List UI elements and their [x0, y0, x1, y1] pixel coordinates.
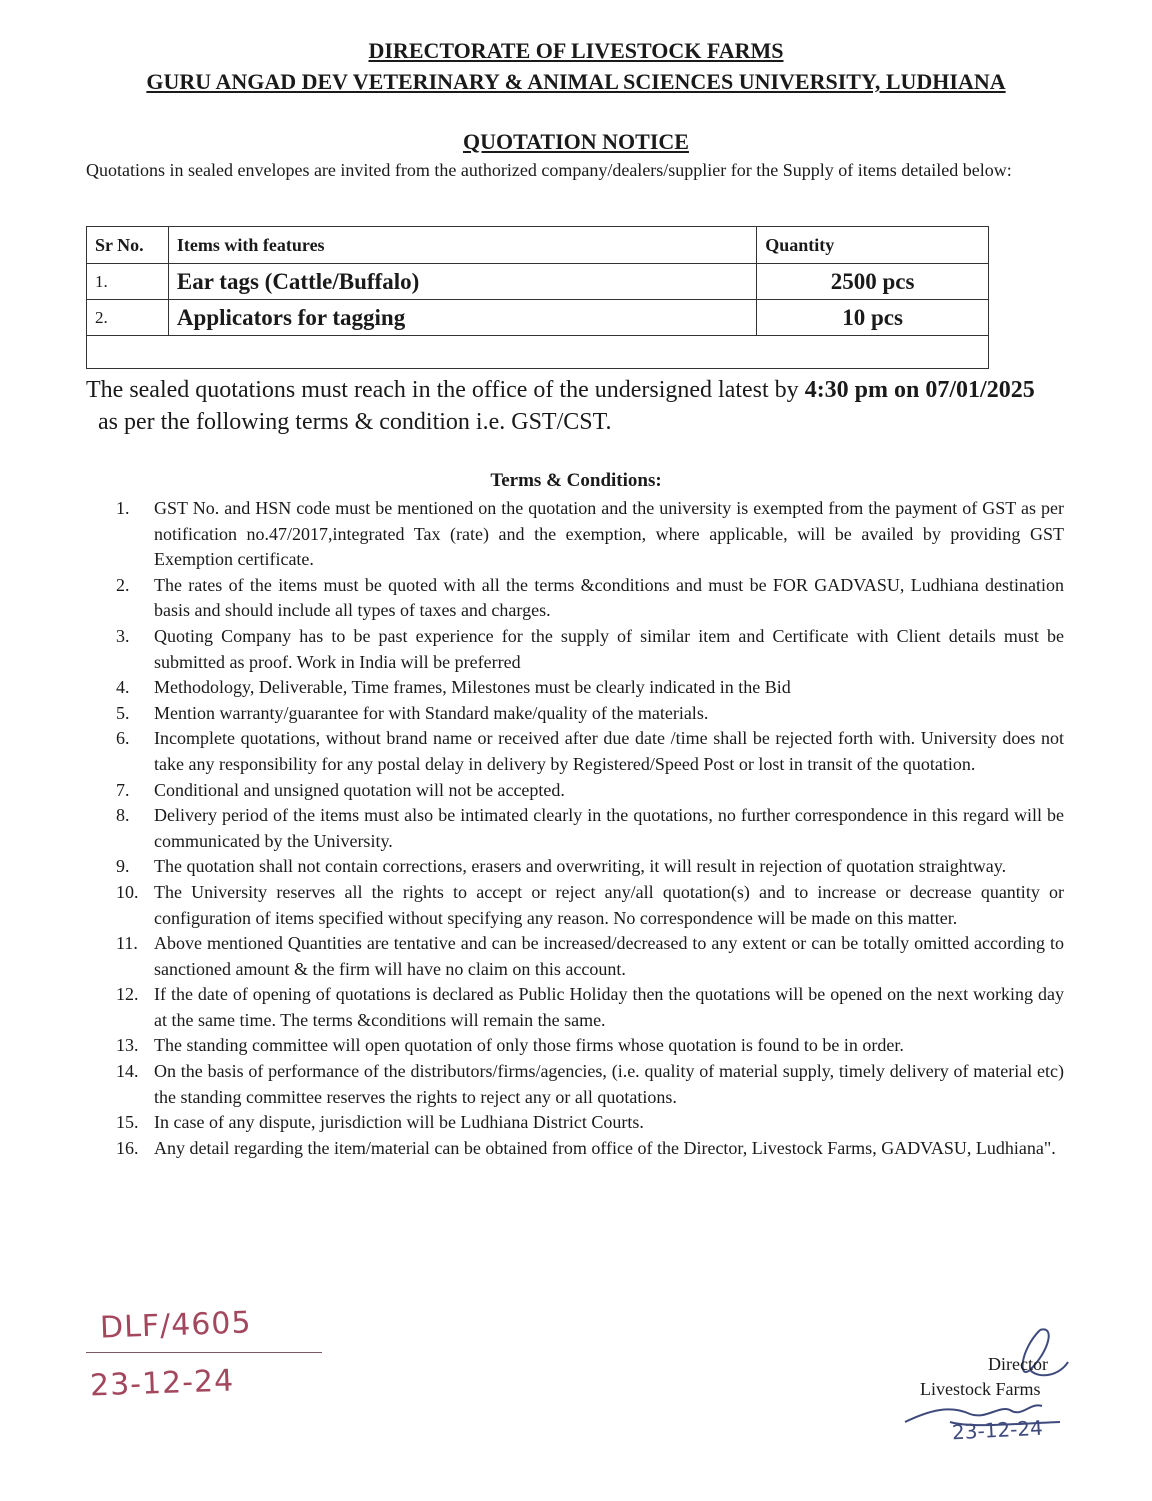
header-quantity: Quantity: [757, 227, 989, 264]
term-item: [116, 778, 1064, 804]
term-text: The standing committee will open quotation of only those firms whose quotation is found to be in order.: [154, 1035, 904, 1056]
row-sr: 2.: [87, 300, 169, 336]
term-item: [116, 573, 1064, 624]
university-title: GURU ANGAD DEV VETERINARY & ANIMAL SCIENCES UNIVERSITY, LUDHIANA: [146, 69, 1006, 94]
row-item: Ear tags (Cattle/Buffalo): [168, 264, 756, 300]
term-text: Incomplete quotations, without brand name or received after due date /time shall be rejected forth with. University does not take any responsibility for any postal delay in delivery by Registered/Speed Post or lost in transit of the quotation.: [154, 728, 1064, 774]
intro-paragraph: Quotations in sealed envelopes are invited from the authorized company/dealers/supplier for the Supply of items detailed below:: [86, 160, 1012, 180]
term-text: Conditional and unsigned quotation will not be accepted.: [154, 779, 565, 800]
term-number: 9.: [116, 856, 130, 877]
term-item: [116, 1136, 1064, 1162]
term-number: 13.: [116, 1035, 139, 1056]
term-number: 1.: [116, 498, 130, 518]
term-text: The rates of the items must be quoted with all the terms &conditions and must be FOR GADVASU, Ludhiana destination basis and should include all types of taxes and charges.: [154, 574, 1064, 621]
signatory-organization: Livestock Farms: [920, 1379, 1041, 1399]
reference-date: 23-12-24: [89, 1363, 235, 1404]
row-item: Applicators for tagging: [168, 300, 756, 336]
term-number: 11.: [116, 933, 138, 954]
term-item: [116, 496, 1064, 573]
term-text: Delivery period of the items must also be intimated clearly in the quotations, no further correspondence in this regard will be communicated by the University.: [154, 805, 1064, 851]
reference-number: DLF/4605: [99, 1305, 253, 1346]
table-header-row: [87, 227, 989, 264]
term-number: 5.: [116, 702, 130, 723]
term-number: 7.: [116, 779, 130, 800]
term-text: Quoting Company has to be past experience for the supply of similar item and Certificate with Client details must be submitted as proof. Work in India will be preferred: [154, 625, 1064, 672]
term-number: 8.: [116, 805, 130, 826]
term-number: 6.: [116, 728, 130, 749]
term-item: [116, 931, 1064, 982]
directorate-title: DIRECTORATE OF LIVESTOCK FARMS: [368, 38, 784, 63]
term-number: 12.: [116, 984, 139, 1005]
term-text: The quotation shall not contain corrections, erasers and overwriting, it will result in rejection of quotation straightway.: [154, 856, 1007, 877]
signatory-title: Director: [988, 1354, 1048, 1374]
deadline-text: The sealed quotations must reach in the office of the undersigned latest by: [86, 377, 805, 403]
term-number: 4.: [116, 677, 130, 698]
reference-divider: [86, 1352, 322, 1353]
term-item: [116, 1033, 1064, 1059]
term-text: Above mentioned Quantities are tentative and can be increased/decreased to any extent or can be totally omitted according to sanctioned amount & the firm will have no claim on this account.: [154, 933, 1064, 979]
term-text: Mention warranty/guarantee for with Standard make/quality of the materials.: [154, 702, 709, 723]
term-item: [116, 982, 1064, 1033]
term-item: [116, 854, 1064, 880]
term-number: 15.: [116, 1112, 139, 1133]
term-item: [116, 624, 1064, 675]
term-text: If the date of opening of quotations is declared as Public Holiday then the quotations will be opened on the next working day at the same time. The terms &conditions will remain the same.: [154, 984, 1064, 1030]
terms-list: [116, 496, 1064, 1161]
term-item: [116, 701, 1064, 727]
term-item: [116, 1110, 1064, 1136]
term-number: 3.: [116, 625, 130, 646]
term-item: [116, 1059, 1064, 1110]
row-sr: 1.: [87, 264, 169, 300]
table-row: [87, 264, 989, 300]
items-table: [86, 226, 989, 369]
signature-date: 23-12-24: [951, 1415, 1044, 1445]
table-row: [87, 300, 989, 336]
term-text: On the basis of performance of the distributors/firms/agencies, (i.e. quality of material supply, timely delivery of material etc) the standing committee reserves the rights to reject any or all quotations.: [154, 1061, 1064, 1107]
header-sr-no: Sr No.: [87, 227, 169, 264]
term-text: Methodology, Deliverable, Time frames, Milestones must be clearly indicated in the Bid: [154, 677, 791, 698]
empty-row: [87, 336, 989, 369]
term-item: [116, 803, 1064, 854]
term-number: 2.: [116, 574, 130, 595]
term-text: Any detail regarding the item/material can be obtained from office of the Director, Livestock Farms, GADVASU, Ludhiana".: [154, 1137, 1056, 1158]
notice-title: QUOTATION NOTICE: [463, 129, 689, 154]
term-number: 10.: [116, 881, 139, 902]
term-item: [116, 880, 1064, 931]
term-text: GST No. and HSN code must be mentioned on the quotation and the university is exempted from the payment of GST as per notification no.47/2017,integrated Tax (rate) and the exemption, where applicable, will be availed by providing GST Exemption certificate.: [154, 498, 1064, 570]
deadline-line-1: [86, 374, 1066, 406]
deadline-line-2: as per the following terms & condition i.e. GST/CST.: [98, 409, 612, 435]
term-text: In case of any dispute, jurisdiction will be Ludhiana District Courts.: [154, 1112, 644, 1133]
term-item: [116, 726, 1064, 777]
row-quantity: 2500 pcs: [757, 264, 989, 300]
term-text: The University reserves all the rights to accept or reject any/all quotation(s) and to increase or decrease quantity or configuration of items specified without specifying any reason. No correspondence will be made on this matter.: [154, 881, 1064, 928]
term-item: [116, 675, 1064, 701]
deadline-statement: [86, 374, 1066, 438]
row-quantity: 10 pcs: [757, 300, 989, 336]
term-number: 14.: [116, 1061, 139, 1082]
empty-cell: [87, 336, 989, 369]
term-number: 16.: [116, 1137, 139, 1158]
deadline-time-date: 4:30 pm on 07/01/2025: [804, 377, 1035, 403]
terms-title: Terms & Conditions:: [490, 470, 662, 491]
header-items: Items with features: [168, 227, 756, 264]
